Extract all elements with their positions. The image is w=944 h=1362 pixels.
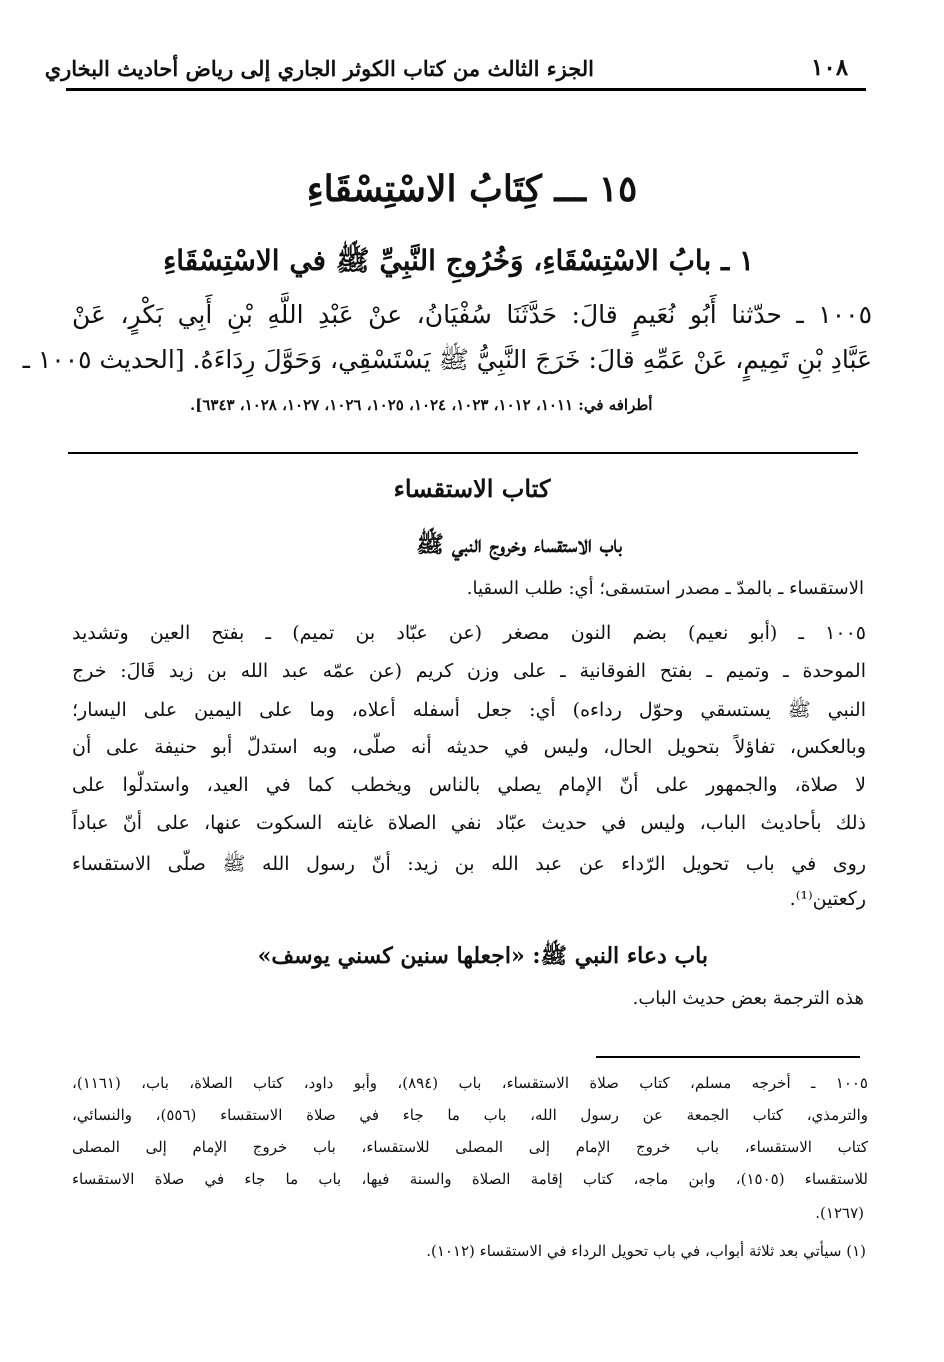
book-title: ١٥ ـــ كِتَابُ الاسْتِسْقَاءِ [306, 168, 638, 210]
commentary-line: الموحدة ـ وتميم ـ بفتح الفوقانية ـ على وزن كريم (عن عمّه عبد الله بن زيد قَالَ: خرج [72, 660, 866, 682]
commentary-line: لا صلاة، والجمهور على أنّ الإمام يصلي بالناس ويخطب كما في العيد، واستدلّوا على [72, 774, 866, 796]
commentary-line: النبي ﷺ يستسقي وحوّل رداءه) أي: جعل أسفله أعلاه، وما على اليمين على اليسار؛ [72, 699, 866, 721]
footnote-rule [596, 1056, 860, 1058]
hadith-line: ١٠٠٥ ـ حدّثنا أَبُو نُعَيمٍ قالَ: حَدَّثَنَا سُفْيَانُ، عنْ عَبْدِ اللَّهِ بْنِ أَبِي بَكْرٍ، عَنْ [72, 300, 872, 329]
commentary-line: روى في باب تحويل الرّداء عن عبد الله بن زيد: أنّ رسول الله ﷺ صلّى الاستقساء [72, 853, 866, 875]
commentary-line: وبالعكس، تفاؤلاً بتحويل الحال، وليس في حديثه أنه صلّى، وبه استدلّ أبو حنيفة على أن [72, 736, 866, 758]
page-number: ١٠٨ [811, 54, 849, 81]
footnote-line: (١٢٦٧). [815, 1204, 864, 1222]
chapter-title: ١ ـ بابُ الاسْتِسْقَاءِ، وَخُرُوجِ النَّبِيِّ ﷺ في الاسْتِسْقَاءِ [163, 244, 754, 277]
footnote-line: للاستقساء (١٥٠٥)، وابن ماجه، كتاب إقامة الصلاة والسنة فيها، باب ما جاء في صلاة الاستقساء [72, 1170, 869, 1188]
header-rule [66, 88, 866, 91]
footnote-line: والترمذي، كتاب الجمعة عن رسول الله، باب ما جاء في صلاة الاستقساء (٥٥٦)، والنسائي، [72, 1106, 868, 1124]
commentary-chapter-title-2: باب دعاء النبي ﷺ: «اجعلها سنين كسني يوسف» [257, 943, 708, 969]
commentary-line: ذلك بأحاديث الباب، وليس في حديث عبّاد نفي الصلاة غايته السكوت عنها، على أنّ عباداً [72, 812, 866, 834]
hadith-line: عَبَّادِ بْنِ تَمِيمٍ، عَنْ عَمِّهِ قالَ: خَرَجَ النَّبِيُّ ﷺ يَسْتَسْقِي، وَحَوَّلَ رِدَاءَهُ. [الحديث ١٠٠٥ ـ [22, 345, 872, 374]
commentary-line: ركعتين⁽¹⁾. [789, 888, 866, 910]
commentary-line: ١٠٠٥ ـ (أبو نعيم) بضم النون مصغر (عن عبّاد بن تميم) ـ بفتح العين وتشديد [72, 622, 866, 644]
section-divider [68, 452, 858, 454]
chapter-note: هذه الترجمة بعض حديث الباب. [632, 988, 864, 1009]
hadith-references: أطرافه في: ١٠١١، ١٠١٢، ١٠٢٣، ١٠٢٤، ١٠٢٥، ١٠٢٦، ١٠٢٧، ١٠٢٨، ٦٣٤٣]. [190, 396, 653, 414]
footnote-line: ١٠٠٥ ـ أخرجه مسلم، كتاب صلاة الاستقساء، باب (٨٩٤)، وأبو داود، كتاب الصلاة، باب، (١١٦١)، [72, 1074, 868, 1092]
footnote-line: كتاب الاستقساء، باب خروج الإمام إلى المصلى للاستقساء، باب خروج الإمام إلى المصلى [72, 1138, 868, 1156]
commentary-book-title: كتاب الاستقساء [393, 474, 551, 503]
footnote-1: (١) سيأتي بعد ثلاثة أبواب، في باب تحويل الرداء في الاستقساء (١٠١٢). [426, 1242, 866, 1260]
definition-line: الاستقساء ـ بالمدّ ـ مصدر استسقى؛ أي: طلب السقيا. [466, 578, 864, 599]
running-title: الجزء الثالث من كتاب الكوثر الجاري إلى رياض أحاديث البخاري [44, 56, 594, 81]
commentary-chapter-title: باب الاستقساء وخروج النبي ﷺ [416, 531, 622, 558]
